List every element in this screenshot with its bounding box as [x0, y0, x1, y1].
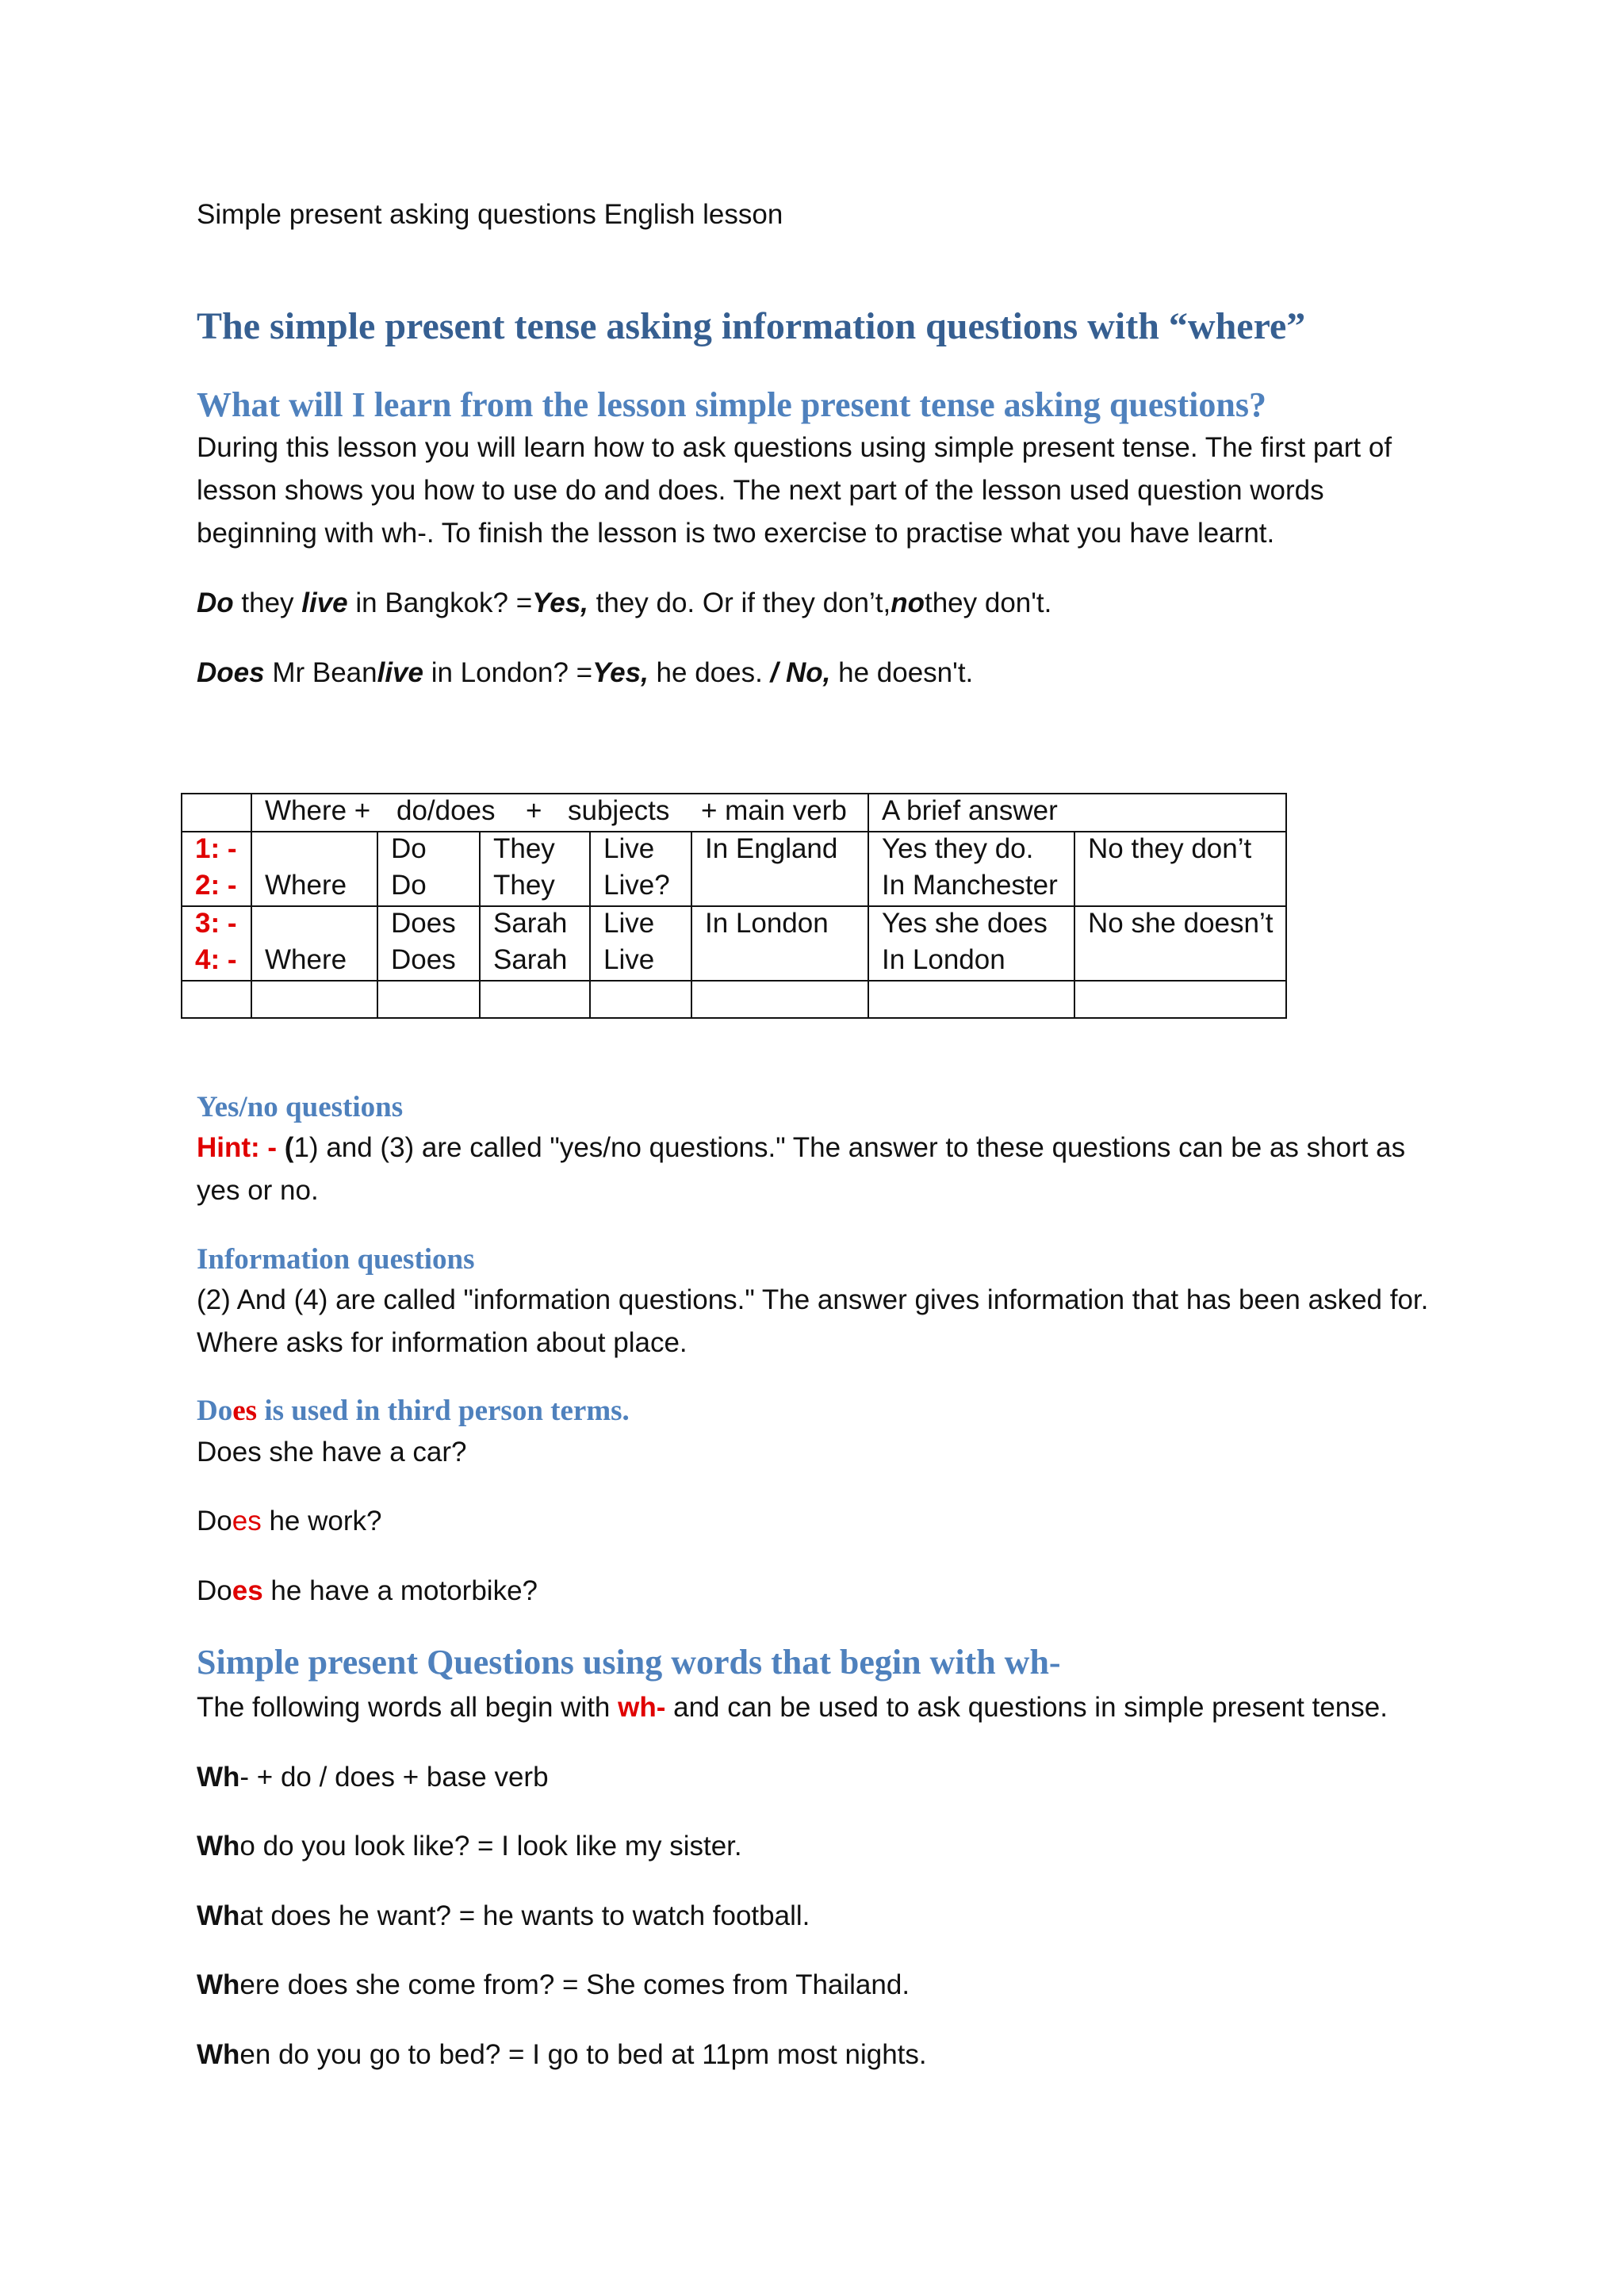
example-does: Does Mr Beanlive in London? =Yes, he does. / No, he doesn't.	[197, 657, 974, 688]
example-do: Do they live in Bangkok? =Yes, they do. Or if they don’t,nothey don't.	[197, 587, 1052, 618]
information-line: Where asks for information about place.	[197, 1327, 688, 1358]
table-header-do-does: do/does	[396, 795, 496, 826]
table-header-subjects: subjects	[568, 795, 670, 826]
learn-line: lesson shows you how to use do and does. The next part of the lesson used question words	[197, 475, 1324, 506]
yes-no-line: Hint: - (1) and (3) are called "yes/no questions." The answer to these questions can be as short as	[197, 1132, 1406, 1163]
cell-verb: Live	[603, 944, 655, 975]
wh-heading: Simple present Questions using words that begin with wh-	[197, 1643, 1061, 1682]
yes-no-line: yes or no.	[197, 1175, 319, 1206]
wh-intro: The following words all begin with wh- and can be used to ask questions in simple present tense.	[197, 1692, 1388, 1723]
cell-verb: Live	[603, 833, 655, 864]
cell-answer: Yes they do.	[882, 833, 1034, 864]
cell-answer: Yes she does	[882, 908, 1048, 939]
top-note: Simple present asking questions English lesson	[197, 199, 783, 230]
cell-aux: Does	[391, 908, 456, 939]
does-example: Does he work?	[197, 1506, 382, 1536]
table-border	[181, 980, 1287, 982]
information-line: (2) And (4) are called "information questions." The answer gives information that has been asked for.	[197, 1284, 1429, 1315]
row-number: 3: -	[195, 908, 237, 939]
learn-line: During this lesson you will learn how to ask questions using simple present tense. The first part of	[197, 432, 1392, 463]
learn-line: beginning with wh-. To finish the lesson is two exercise to practise what you have learnt.	[197, 518, 1275, 549]
table-border	[691, 831, 692, 1019]
cell-negative: No she doesn’t	[1088, 908, 1274, 939]
table-border	[1285, 793, 1287, 1019]
row-number: 2: -	[195, 870, 237, 901]
wh-example: Where does she come from? = She comes from Thailand.	[197, 1969, 910, 2000]
yes-no-paragraph	[197, 1127, 1450, 1212]
cell-aux: Do	[391, 870, 427, 901]
information-heading: Information questions	[197, 1243, 475, 1276]
table-border	[251, 793, 252, 1019]
row-number: 4: -	[195, 944, 237, 975]
wh-formula: Wh- + do / does + base verb	[197, 1762, 549, 1793]
cell-subject: Sarah	[493, 908, 568, 939]
table-header-main-verb: + main verb	[701, 795, 847, 826]
wh-example: What does he want? = he wants to watch football.	[197, 1900, 810, 1931]
does-example: Does she have a car?	[197, 1437, 467, 1468]
cell-verb: Live	[603, 908, 655, 939]
cell-where: Where	[265, 944, 347, 975]
wh-example: When do you go to bed? = I go to bed at 11pm most nights.	[197, 2039, 927, 2070]
cell-verb: Live?	[603, 870, 670, 901]
cell-answer: In Manchester	[882, 870, 1058, 901]
table-border	[181, 793, 182, 1019]
table-border	[589, 831, 591, 1019]
table-border	[181, 1017, 1287, 1019]
cell-where: Where	[265, 870, 347, 901]
learn-heading: What will I learn from the lesson simple present tense asking questions?	[197, 385, 1267, 424]
table-border	[377, 831, 378, 1019]
cell-aux: Do	[391, 833, 427, 864]
table-header-where: Where +	[265, 795, 371, 826]
cell-subject: Sarah	[493, 944, 568, 975]
does-example: Does he have a motorbike?	[197, 1575, 538, 1606]
information-paragraph	[197, 1279, 1450, 1364]
cell-aux: Does	[391, 944, 456, 975]
cell-answer: In London	[882, 944, 1005, 975]
page-title: The simple present tense asking information questions with “where”	[197, 305, 1306, 347]
cell-subject: They	[493, 833, 555, 864]
table-header-brief-answer: A brief answer	[882, 795, 1058, 826]
yes-no-heading: Yes/no questions	[197, 1091, 404, 1123]
cell-place: In England	[705, 833, 838, 864]
cell-negative: No they don’t	[1088, 833, 1252, 864]
table-header-plus: +	[526, 795, 542, 826]
does-heading: Does is used in third person terms.	[197, 1395, 630, 1427]
table-border	[868, 793, 869, 1019]
wh-example: Who do you look like? = I look like my sister.	[197, 1831, 742, 1862]
table-border	[479, 831, 481, 1019]
row-number: 1: -	[195, 833, 237, 864]
table-border	[1074, 831, 1075, 1019]
cell-place: In London	[705, 908, 829, 939]
learn-paragraph	[197, 427, 1450, 555]
cell-subject: They	[493, 870, 555, 901]
grammar-table	[181, 793, 1287, 1019]
